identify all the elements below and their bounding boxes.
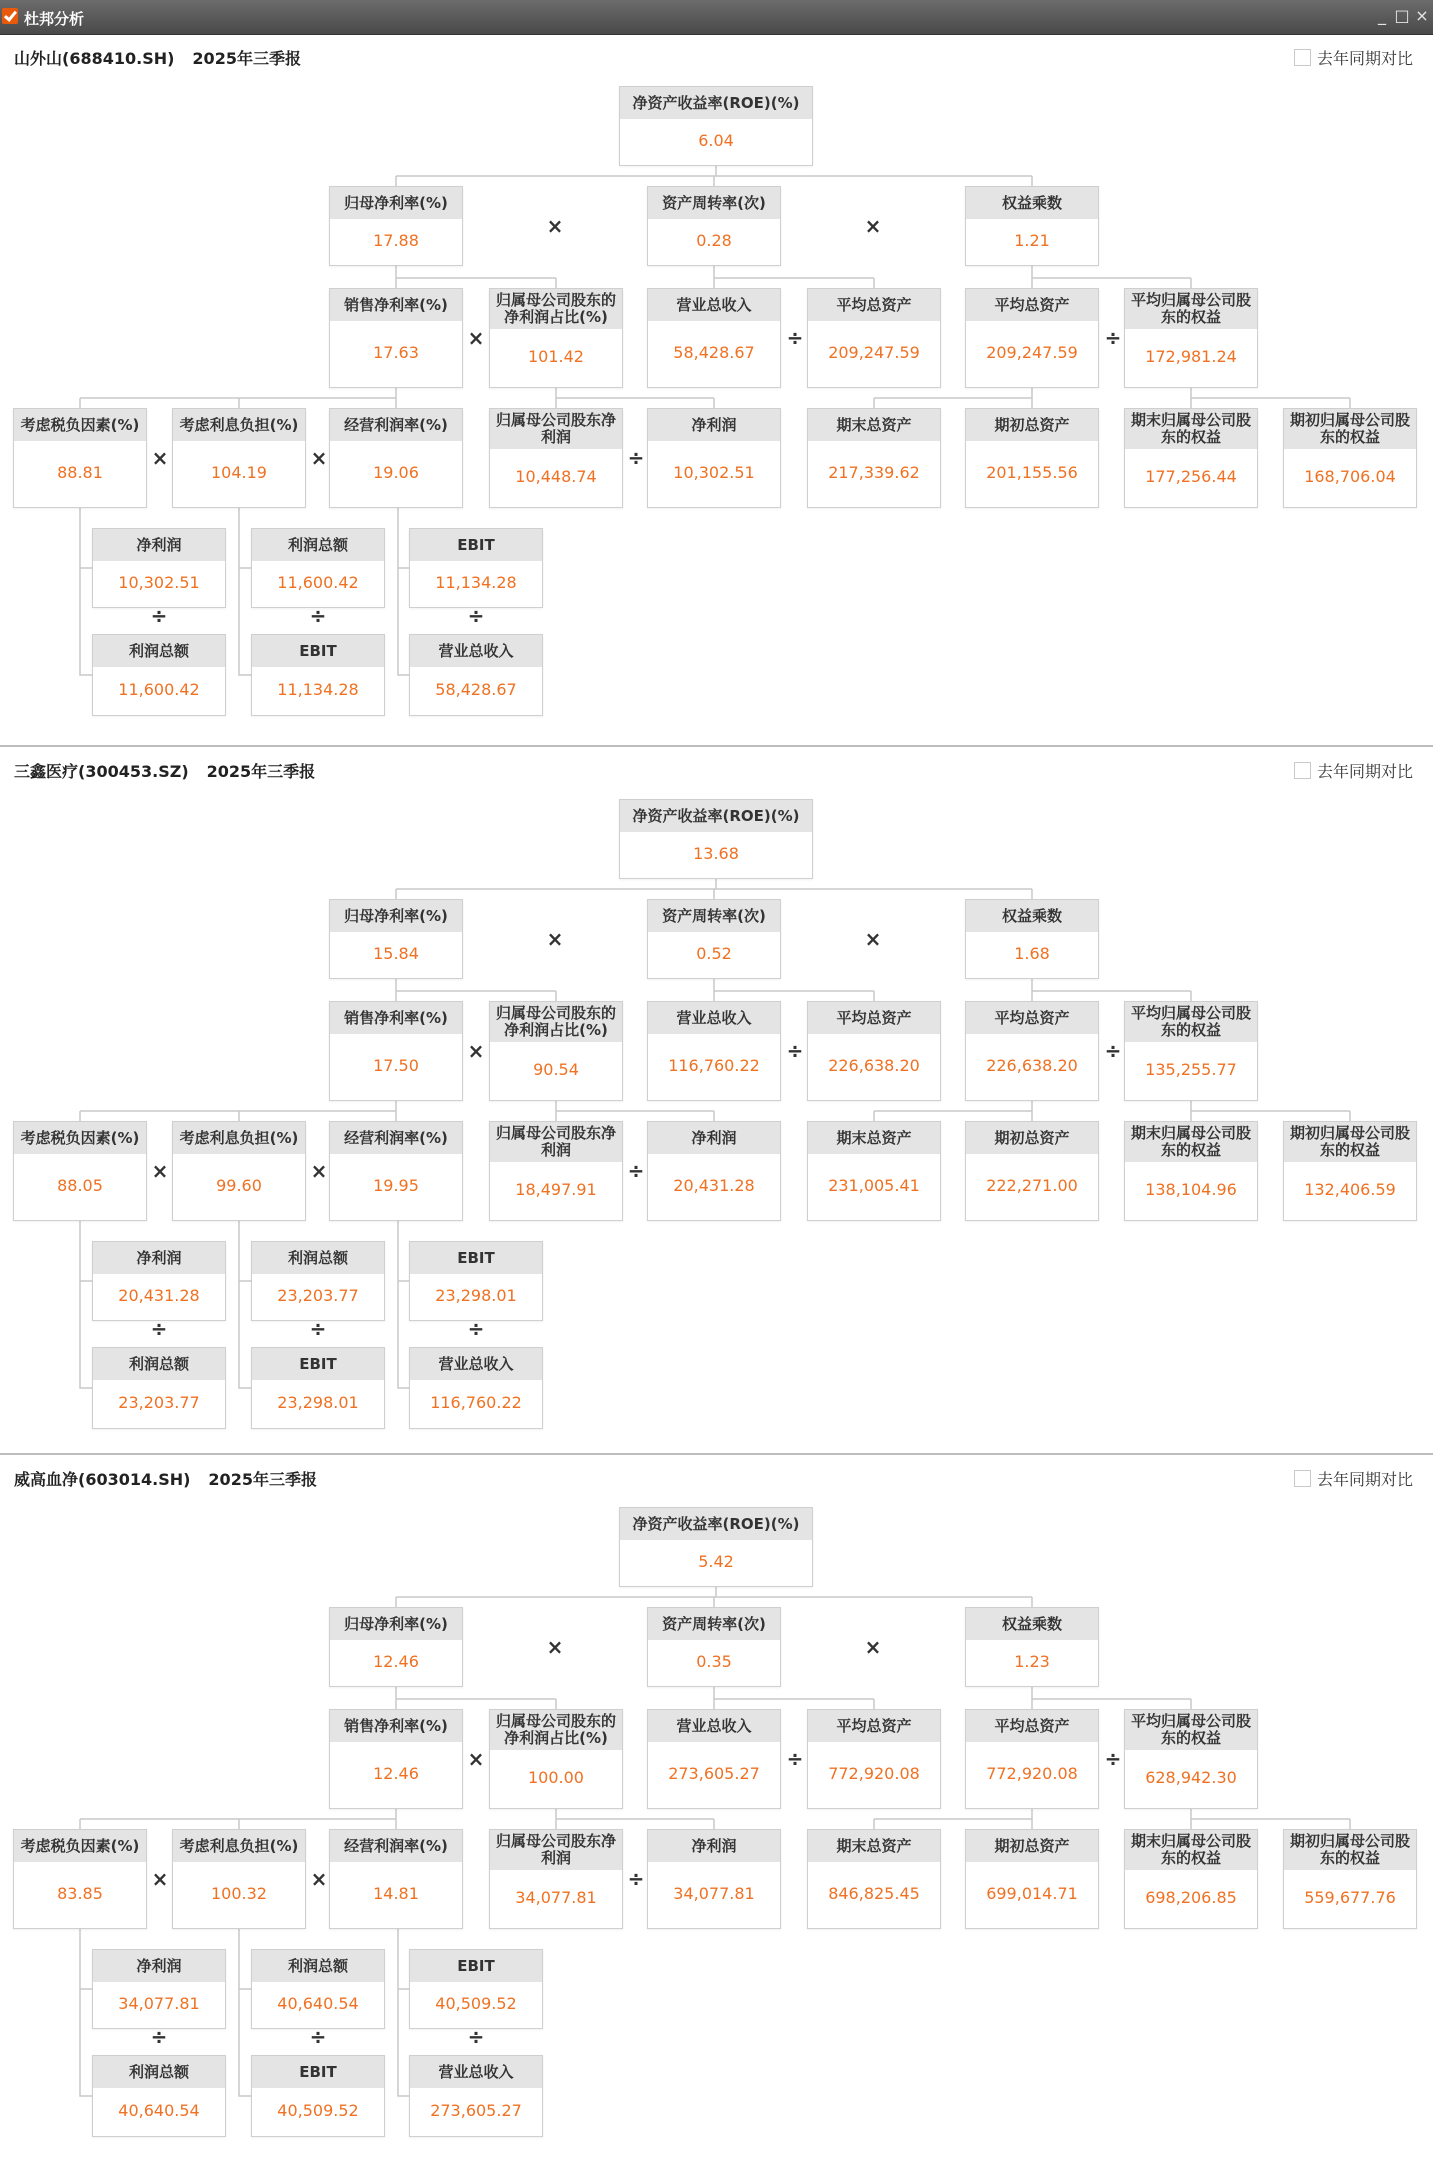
divide-operator: ÷: [309, 2025, 327, 2049]
multiply-operator: ×: [310, 446, 328, 470]
metric-node-rev2[interactable]: [409, 634, 543, 716]
metric-value: 226,638.20: [828, 1056, 920, 1075]
metric-value: 101.42: [528, 347, 584, 366]
metric-label: 权益乘数: [966, 187, 1098, 219]
metric-value: 88.81: [57, 463, 103, 482]
metric-label: 营业总收入: [410, 1348, 542, 1380]
metric-label: 归母净利率(%): [330, 187, 462, 219]
metric-label: 净利润: [648, 409, 780, 441]
title-bar: [0, 0, 1433, 35]
minimize-button[interactable]: _: [1378, 6, 1386, 25]
metric-value: 772,920.08: [828, 1764, 920, 1783]
metric-label: EBIT: [252, 2056, 384, 2088]
metric-node-ebit1[interactable]: [409, 1241, 543, 1321]
metric-node-begin-parent-equity[interactable]: [1283, 1829, 1417, 1929]
metric-node-net-margin-parent[interactable]: [329, 186, 463, 266]
metric-node-roe[interactable]: [619, 86, 813, 166]
metric-label: EBIT: [410, 529, 542, 561]
metric-value: 58,428.67: [435, 680, 517, 699]
metric-node-interest-burden[interactable]: [172, 1829, 306, 1929]
metric-node-avg-assets-b[interactable]: [965, 1001, 1099, 1101]
metric-node-begin-assets[interactable]: [965, 408, 1099, 508]
metric-node-begin-parent-equity[interactable]: [1283, 1121, 1417, 1221]
metric-value: 846,825.45: [828, 1884, 920, 1903]
metric-node-parent-net-profit[interactable]: [489, 1829, 623, 1929]
metric-value: 10,302.51: [118, 573, 200, 592]
metric-value: 135,255.77: [1145, 1060, 1237, 1079]
metric-value: 34,077.81: [673, 1884, 755, 1903]
metric-value: 698,206.85: [1145, 1888, 1237, 1907]
metric-node-asset-turnover[interactable]: [647, 1607, 781, 1687]
metric-node-begin-assets[interactable]: [965, 1121, 1099, 1221]
metric-value: 5.42: [698, 1552, 734, 1571]
metric-label: 平均归属母公司股东的权益: [1125, 1710, 1257, 1750]
multiply-operator: ×: [151, 1867, 169, 1891]
divide-operator: ÷: [150, 1317, 168, 1341]
metric-label: 归母净利率(%): [330, 1608, 462, 1640]
metric-node-parent-share[interactable]: [489, 1001, 623, 1101]
metric-label: 期末归属母公司股东的权益: [1125, 1122, 1257, 1162]
metric-node-sales-margin[interactable]: [329, 288, 463, 388]
metric-label: 权益乘数: [966, 1608, 1098, 1640]
metric-value: 23,298.01: [277, 1393, 359, 1412]
metric-label: 考虑税负因素(%): [14, 1830, 146, 1862]
metric-value: 40,509.52: [277, 2101, 359, 2120]
metric-node-parent-share[interactable]: [489, 288, 623, 388]
section-divider: [0, 745, 1433, 747]
metric-value: 226,638.20: [986, 1056, 1078, 1075]
metric-value: 19.06: [373, 463, 419, 482]
metric-value: 100.32: [211, 1884, 267, 1903]
metric-value: 10,448.74: [515, 467, 597, 486]
report-period: 2025年三季报: [208, 1470, 317, 1489]
metric-label: 经营利润率(%): [330, 1122, 462, 1154]
multiply-operator: ×: [546, 927, 564, 951]
connector-line: [398, 1929, 409, 2096]
metric-node-end-assets[interactable]: [807, 1121, 941, 1221]
metric-value: 17.63: [373, 343, 419, 362]
metric-node-end-parent-equity[interactable]: [1124, 1121, 1258, 1221]
metric-label: EBIT: [252, 1348, 384, 1380]
metric-node-end-assets[interactable]: [807, 1829, 941, 1929]
multiply-operator: ×: [864, 214, 882, 238]
metric-label: 销售净利率(%): [330, 1002, 462, 1034]
metric-label: 期末总资产: [808, 1830, 940, 1862]
divide-operator: ÷: [786, 1039, 804, 1063]
metric-value: 11,134.28: [435, 573, 517, 592]
metric-node-parent-net-profit[interactable]: [489, 408, 623, 508]
metric-value: 217,339.62: [828, 463, 920, 482]
metric-value: 0.52: [696, 944, 732, 963]
metric-node-equity-multiplier[interactable]: [965, 899, 1099, 979]
metric-node-tp2[interactable]: [92, 1347, 226, 1429]
metric-node-revenue[interactable]: [647, 1001, 781, 1101]
metric-label: 平均归属母公司股东的权益: [1125, 1002, 1257, 1042]
metric-value: 138,104.96: [1145, 1180, 1237, 1199]
metric-label: 净利润: [93, 1950, 225, 1982]
divide-operator: ÷: [467, 2025, 485, 2049]
metric-value: 1.68: [1014, 944, 1050, 963]
metric-label: 利润总额: [93, 1348, 225, 1380]
metric-value: 40,640.54: [277, 1994, 359, 2013]
metric-value: 273,605.27: [668, 1764, 760, 1783]
divide-operator: ÷: [1104, 1747, 1122, 1771]
metric-node-interest-burden[interactable]: [172, 408, 306, 508]
metric-node-parent-net-profit[interactable]: [489, 1121, 623, 1221]
metric-label: 平均总资产: [808, 1002, 940, 1034]
metric-label: 利润总额: [252, 1242, 384, 1274]
divide-operator: ÷: [150, 604, 168, 628]
metric-label: 期末归属母公司股东的权益: [1125, 409, 1257, 449]
metric-value: 168,706.04: [1304, 467, 1396, 486]
metric-node-np1[interactable]: [92, 1241, 226, 1321]
metric-label: 营业总收入: [648, 1710, 780, 1742]
divide-operator: ÷: [309, 604, 327, 628]
metric-label: 考虑利息负担(%): [173, 409, 305, 441]
multiply-operator: ×: [310, 1867, 328, 1891]
report-period: 2025年三季报: [206, 762, 316, 781]
metric-node-ebit1[interactable]: [409, 1949, 543, 2029]
company-name: 山外山(688410.SH): [14, 49, 175, 68]
metric-label: 考虑税负因素(%): [14, 1122, 146, 1154]
metric-value: 23,298.01: [435, 1286, 517, 1305]
metric-node-end-assets[interactable]: [807, 408, 941, 508]
metric-node-tp1[interactable]: [251, 1241, 385, 1321]
metric-value: 132,406.59: [1304, 1180, 1396, 1199]
metric-value: 699,014.71: [986, 1884, 1078, 1903]
divide-operator: ÷: [1104, 326, 1122, 350]
metric-node-sales-margin[interactable]: [329, 1001, 463, 1101]
metric-label: 归属母公司股东净利润: [490, 409, 622, 449]
metric-value: 209,247.59: [986, 343, 1078, 362]
metric-value: 40,509.52: [435, 1994, 517, 2013]
metric-label: 利润总额: [252, 1950, 384, 1982]
metric-label: 经营利润率(%): [330, 1830, 462, 1862]
connector-line: [239, 1929, 251, 2096]
dupont-section: [0, 747, 1433, 1460]
metric-node-tax-factor[interactable]: [13, 1829, 147, 1929]
divide-operator: ÷: [467, 604, 485, 628]
metric-node-net-profit[interactable]: [647, 1829, 781, 1929]
metric-value: 17.50: [373, 1056, 419, 1075]
metric-value: 12.46: [373, 1652, 419, 1671]
metric-node-op-margin[interactable]: [329, 1829, 463, 1929]
metric-label: 平均总资产: [966, 1002, 1098, 1034]
metric-node-sales-margin[interactable]: [329, 1709, 463, 1809]
metric-label: 权益乘数: [966, 900, 1098, 932]
connector-line: [80, 1221, 92, 1388]
metric-label: 营业总收入: [410, 635, 542, 667]
metric-node-equity-multiplier[interactable]: [965, 186, 1099, 266]
metric-label: 资产周转率(次): [648, 900, 780, 932]
multiply-operator: ×: [151, 1159, 169, 1183]
metric-label: 归属母公司股东净利润: [490, 1122, 622, 1162]
metric-value: 14.81: [373, 1884, 419, 1903]
metric-value: 11,600.42: [118, 680, 200, 699]
metric-node-equity-multiplier[interactable]: [965, 1607, 1099, 1687]
metric-label: EBIT: [410, 1950, 542, 1982]
divide-operator: ÷: [786, 326, 804, 350]
metric-node-ebit2[interactable]: [251, 2055, 385, 2137]
metric-value: 116,760.22: [668, 1056, 760, 1075]
metric-value: 23,203.77: [118, 1393, 200, 1412]
metric-value: 20,431.28: [673, 1176, 755, 1195]
metric-node-tax-factor[interactable]: [13, 1121, 147, 1221]
metric-value: 34,077.81: [515, 1888, 597, 1907]
metric-node-begin-parent-equity[interactable]: [1283, 408, 1417, 508]
divide-operator: ÷: [467, 1317, 485, 1341]
multiply-operator: ×: [467, 326, 485, 350]
metric-value: 20,431.28: [118, 1286, 200, 1305]
metric-value: 273,605.27: [430, 2101, 522, 2120]
connector-line: [80, 508, 92, 675]
metric-node-asset-turnover[interactable]: [647, 899, 781, 979]
metric-value: 99.60: [216, 1176, 262, 1195]
metric-node-avg-assets-b[interactable]: [965, 1709, 1099, 1809]
metric-node-end-parent-equity[interactable]: [1124, 408, 1258, 508]
connector-line: [239, 1221, 251, 1388]
metric-value: 12.46: [373, 1764, 419, 1783]
metric-node-net-profit[interactable]: [647, 408, 781, 508]
metric-node-avg-assets-b[interactable]: [965, 288, 1099, 388]
metric-node-np1[interactable]: [92, 1949, 226, 2029]
metric-node-np1[interactable]: [92, 528, 226, 608]
multiply-operator: ×: [546, 1635, 564, 1659]
metric-label: 销售净利率(%): [330, 1710, 462, 1742]
metric-label: 净资产收益率(ROE)(%): [620, 1508, 812, 1540]
metric-value: 18,497.91: [515, 1180, 597, 1199]
metric-node-avg-parent-equity[interactable]: [1124, 288, 1258, 388]
metric-label: 期初归属母公司股东的权益: [1284, 1122, 1416, 1162]
metric-node-roe[interactable]: [619, 799, 813, 879]
metric-label: 期初总资产: [966, 1122, 1098, 1154]
metric-label: 平均总资产: [966, 1710, 1098, 1742]
multiply-operator: ×: [310, 1159, 328, 1183]
metric-value: 19.95: [373, 1176, 419, 1195]
multiply-operator: ×: [864, 927, 882, 951]
metric-label: 归属母公司股东净利润: [490, 1830, 622, 1870]
metric-label: 资产周转率(次): [648, 1608, 780, 1640]
metric-node-rev2[interactable]: [409, 2055, 543, 2137]
metric-value: 628,942.30: [1145, 1768, 1237, 1787]
metric-node-avg-assets-a[interactable]: [807, 1709, 941, 1809]
metric-label: 资产周转率(次): [648, 187, 780, 219]
metric-label: EBIT: [252, 635, 384, 667]
section-divider: [0, 1453, 1433, 1455]
metric-label: 归属母公司股东的净利润占比(%): [490, 1002, 622, 1042]
connector-line: [239, 508, 251, 675]
metric-node-tp2[interactable]: [92, 634, 226, 716]
metric-value: 88.05: [57, 1176, 103, 1195]
metric-value: 0.35: [696, 1652, 732, 1671]
metric-node-avg-parent-equity[interactable]: [1124, 1001, 1258, 1101]
metric-label: 期初归属母公司股东的权益: [1284, 409, 1416, 449]
yoy-compare-label: 去年同期对比: [1316, 762, 1413, 781]
metric-value: 104.19: [211, 463, 267, 482]
metric-label: 考虑利息负担(%): [173, 1122, 305, 1154]
metric-value: 40,640.54: [118, 2101, 200, 2120]
metric-label: 营业总收入: [648, 1002, 780, 1034]
maximize-button[interactable]: □: [1394, 6, 1410, 25]
divide-operator: ÷: [627, 1867, 645, 1891]
metric-value: 83.85: [57, 1884, 103, 1903]
metric-node-avg-assets-a[interactable]: [807, 1001, 941, 1101]
metric-value: 1.23: [1014, 1652, 1050, 1671]
metric-value: 23,203.77: [277, 1286, 359, 1305]
metric-label: 考虑利息负担(%): [173, 1830, 305, 1862]
metric-node-roe[interactable]: [619, 1507, 813, 1587]
metric-value: 34,077.81: [118, 1994, 200, 2013]
metric-label: 销售净利率(%): [330, 289, 462, 321]
metric-label: 净资产收益率(ROE)(%): [620, 87, 812, 119]
multiply-operator: ×: [151, 446, 169, 470]
metric-value: 10,302.51: [673, 463, 755, 482]
divide-operator: ÷: [1104, 1039, 1122, 1063]
metric-node-avg-parent-equity[interactable]: [1124, 1709, 1258, 1809]
metric-value: 116,760.22: [430, 1393, 522, 1412]
metric-label: 净资产收益率(ROE)(%): [620, 800, 812, 832]
dupont-section: [0, 34, 1433, 747]
divide-operator: ÷: [786, 1747, 804, 1771]
metric-value: 17.88: [373, 231, 419, 250]
metric-node-tp2[interactable]: [92, 2055, 226, 2137]
metric-value: 222,271.00: [986, 1176, 1078, 1195]
divide-operator: ÷: [627, 1159, 645, 1183]
metric-node-revenue[interactable]: [647, 1709, 781, 1809]
metric-value: 231,005.41: [828, 1176, 920, 1195]
close-button[interactable]: ×: [1415, 6, 1429, 25]
metric-label: 营业总收入: [410, 2056, 542, 2088]
metric-value: 11,600.42: [277, 573, 359, 592]
metric-value: 1.21: [1014, 231, 1050, 250]
metric-node-rev2[interactable]: [409, 1347, 543, 1429]
metric-label: 经营利润率(%): [330, 409, 462, 441]
metric-value: 11,134.28: [277, 680, 359, 699]
metric-node-revenue[interactable]: [647, 288, 781, 388]
metric-label: 归母净利率(%): [330, 900, 462, 932]
divide-operator: ÷: [627, 446, 645, 470]
metric-label: 利润总额: [93, 635, 225, 667]
metric-value: 201,155.56: [986, 463, 1078, 482]
multiply-operator: ×: [546, 214, 564, 238]
metric-value: 58,428.67: [673, 343, 755, 362]
metric-value: 90.54: [533, 1060, 579, 1079]
metric-value: 15.84: [373, 944, 419, 963]
metric-node-avg-assets-a[interactable]: [807, 288, 941, 388]
metric-node-tp1[interactable]: [251, 528, 385, 608]
metric-label: 营业总收入: [648, 289, 780, 321]
metric-label: 平均总资产: [808, 289, 940, 321]
metric-node-end-parent-equity[interactable]: [1124, 1829, 1258, 1929]
multiply-operator: ×: [864, 1635, 882, 1659]
company-name: 威高血净(603014.SH): [14, 1470, 191, 1489]
dupont-section: [0, 1455, 1433, 2168]
metric-node-net-profit[interactable]: [647, 1121, 781, 1221]
metric-value: 559,677.76: [1304, 1888, 1396, 1907]
metric-label: 期初总资产: [966, 409, 1098, 441]
multiply-operator: ×: [467, 1039, 485, 1063]
company-name: 三鑫医疗(300453.SZ): [14, 762, 189, 781]
metric-node-ebit1[interactable]: [409, 528, 543, 608]
metric-value: 209,247.59: [828, 343, 920, 362]
report-period: 2025年三季报: [192, 49, 301, 68]
app-check-icon: [2, 8, 18, 24]
divide-operator: ÷: [150, 2025, 168, 2049]
metric-label: 考虑税负因素(%): [14, 409, 146, 441]
metric-label: 利润总额: [93, 2056, 225, 2088]
metric-value: 177,256.44: [1145, 467, 1237, 486]
metric-label: 平均总资产: [808, 1710, 940, 1742]
metric-label: 净利润: [648, 1830, 780, 1862]
metric-node-op-margin[interactable]: [329, 1121, 463, 1221]
metric-label: 平均总资产: [966, 289, 1098, 321]
metric-label: 净利润: [648, 1122, 780, 1154]
metric-node-interest-burden[interactable]: [172, 1121, 306, 1221]
connector-line: [80, 1929, 92, 2096]
metric-label: EBIT: [410, 1242, 542, 1274]
metric-value: 172,981.24: [1145, 347, 1237, 366]
multiply-operator: ×: [467, 1747, 485, 1771]
connector-line: [398, 508, 409, 675]
window-title: 杜邦分析: [24, 10, 85, 28]
metric-label: 净利润: [93, 1242, 225, 1274]
metric-label: 平均归属母公司股东的权益: [1125, 289, 1257, 329]
metric-label: 归属母公司股东的净利润占比(%): [490, 289, 622, 329]
metric-label: 利润总额: [252, 529, 384, 561]
connector-line: [398, 1221, 409, 1388]
metric-node-op-margin[interactable]: [329, 408, 463, 508]
metric-label: 期初归属母公司股东的权益: [1284, 1830, 1416, 1870]
metric-node-asset-turnover[interactable]: [647, 186, 781, 266]
metric-value: 6.04: [698, 131, 734, 150]
yoy-compare-label: 去年同期对比: [1316, 1470, 1413, 1489]
metric-node-tp1[interactable]: [251, 1949, 385, 2029]
metric-value: 13.68: [693, 844, 739, 863]
metric-label: 期末总资产: [808, 1122, 940, 1154]
metric-value: 772,920.08: [986, 1764, 1078, 1783]
metric-label: 归属母公司股东的净利润占比(%): [490, 1710, 622, 1750]
metric-node-ebit2[interactable]: [251, 1347, 385, 1429]
metric-label: 期末总资产: [808, 409, 940, 441]
metric-value: 100.00: [528, 1768, 584, 1787]
metric-node-net-margin-parent[interactable]: [329, 899, 463, 979]
metric-node-parent-share[interactable]: [489, 1709, 623, 1809]
metric-node-begin-assets[interactable]: [965, 1829, 1099, 1929]
metric-node-ebit2[interactable]: [251, 634, 385, 716]
metric-label: 净利润: [93, 529, 225, 561]
metric-label: 期初总资产: [966, 1830, 1098, 1862]
metric-node-tax-factor[interactable]: [13, 408, 147, 508]
metric-value: 0.28: [696, 231, 732, 250]
metric-label: 期末归属母公司股东的权益: [1125, 1830, 1257, 1870]
metric-node-net-margin-parent[interactable]: [329, 1607, 463, 1687]
yoy-compare-label: 去年同期对比: [1316, 49, 1413, 68]
divide-operator: ÷: [309, 1317, 327, 1341]
